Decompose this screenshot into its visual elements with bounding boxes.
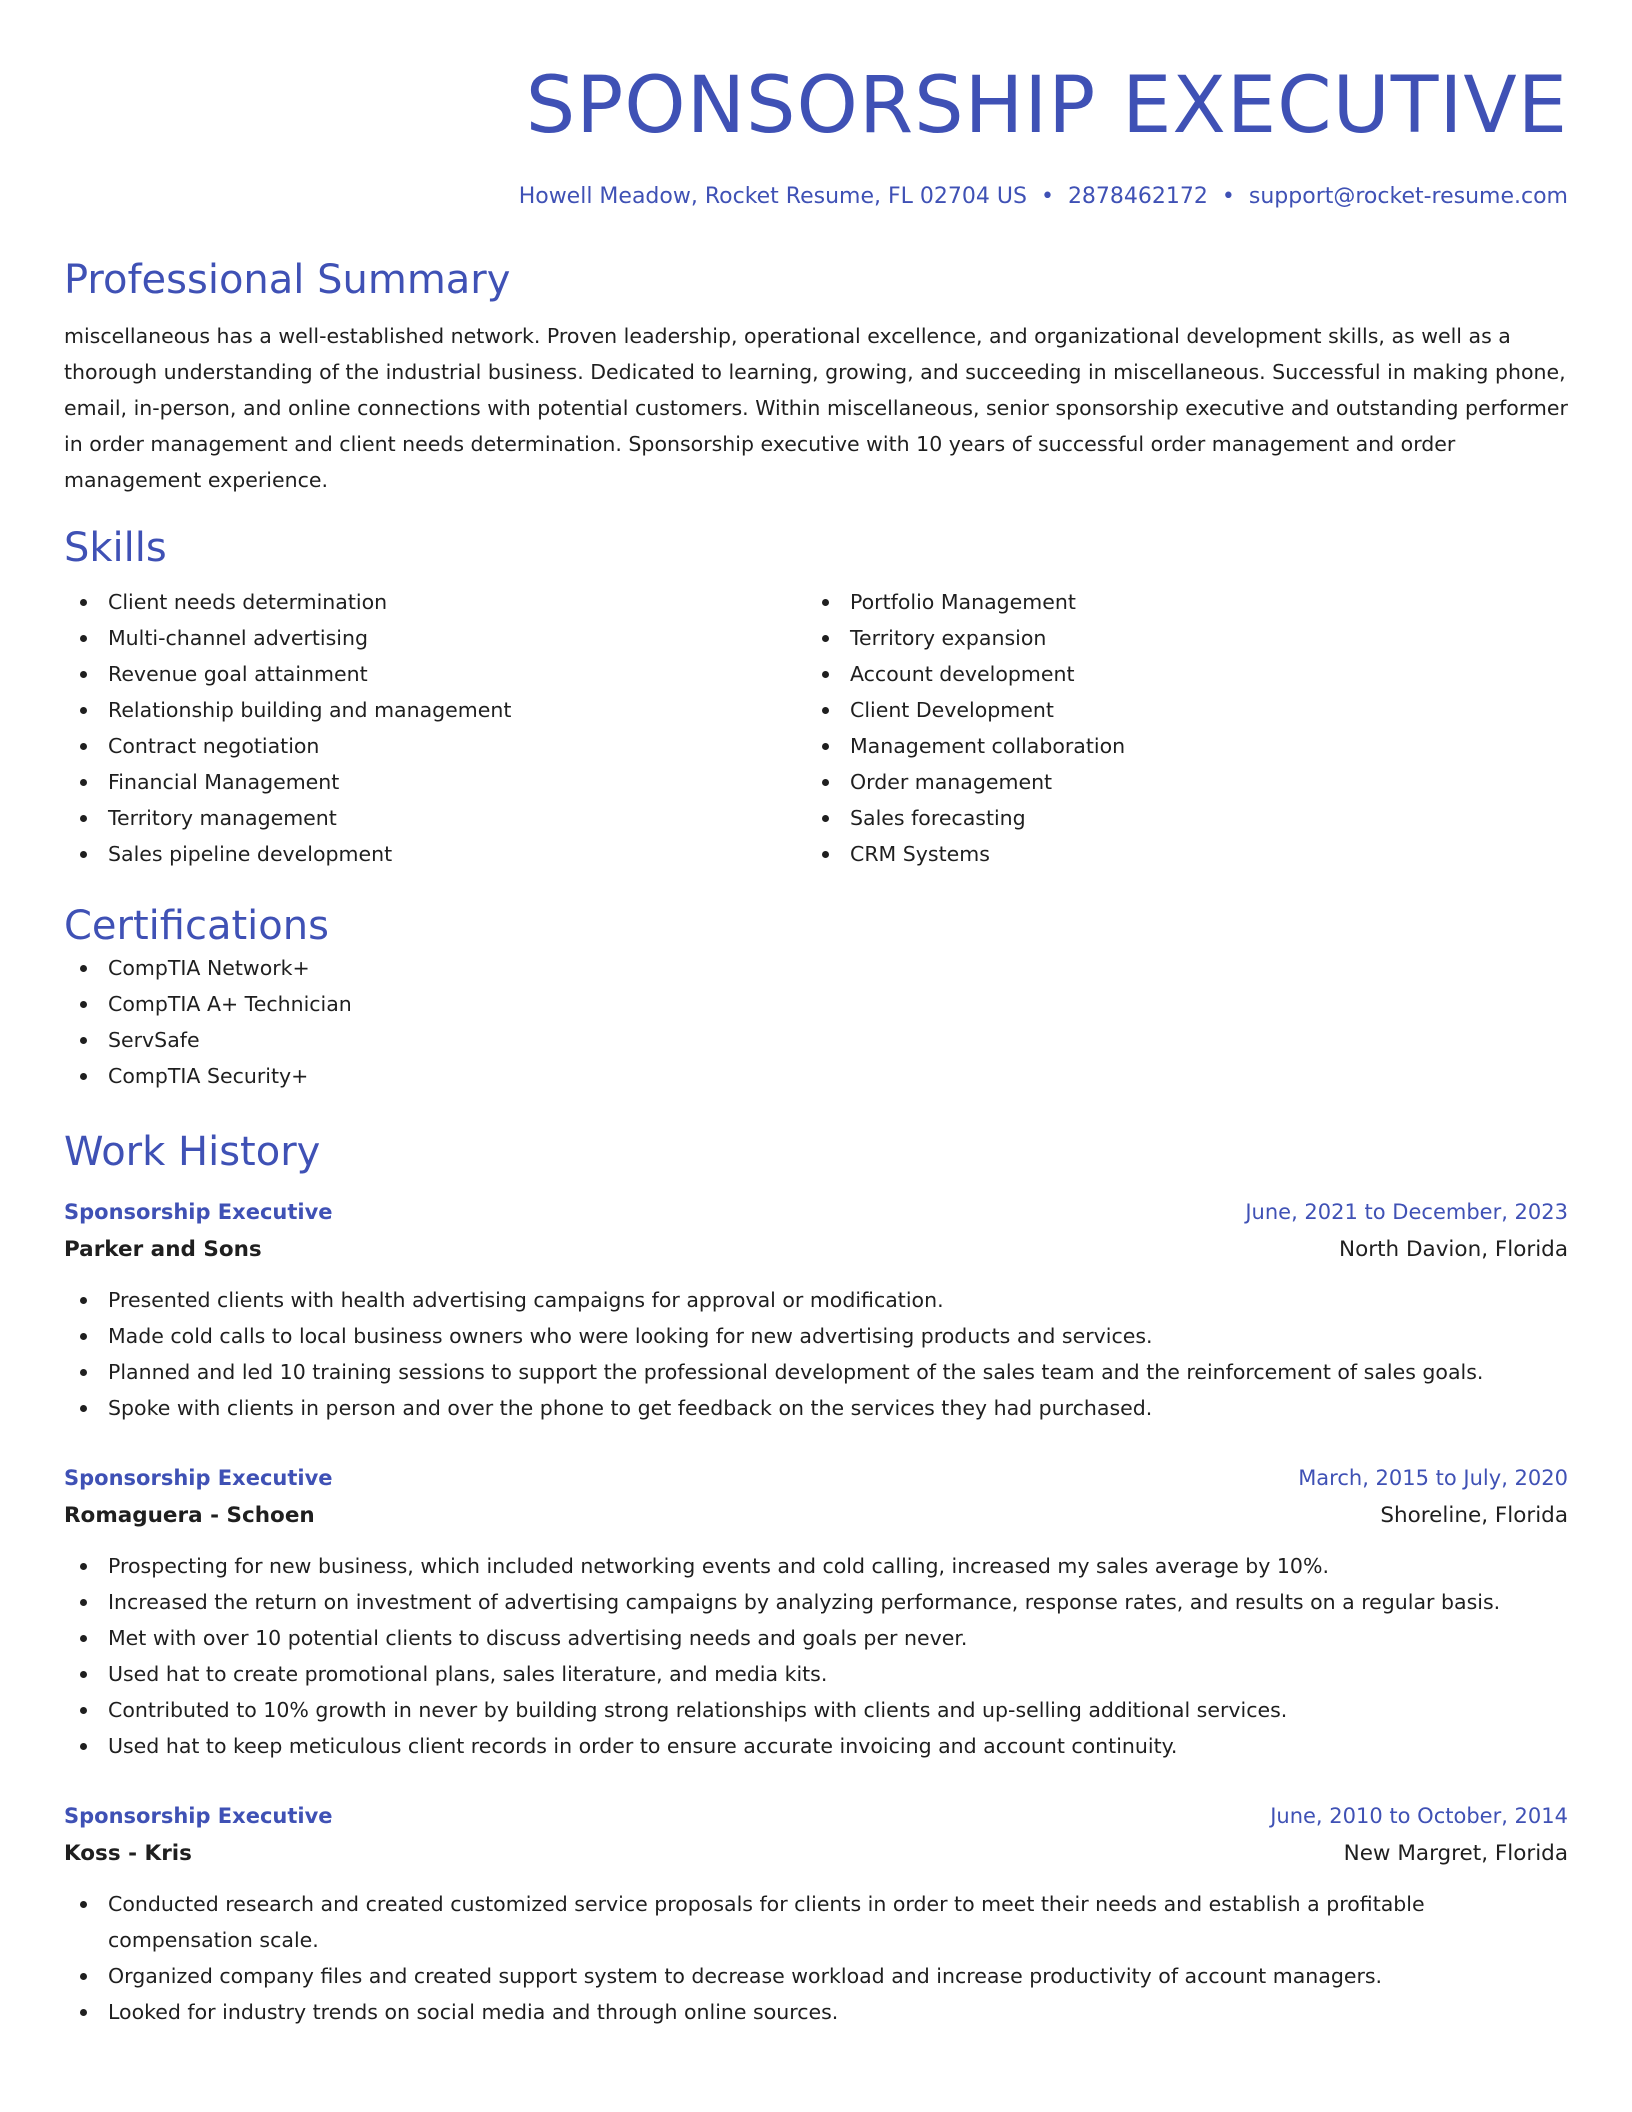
certification-item: ServSafe <box>64 1022 1568 1058</box>
job-location: Shoreline, Florida <box>1380 1503 1568 1528</box>
job-dates: June, 2021 to December, 2023 <box>1245 1200 1568 1224</box>
job-bullet: Planned and led 10 training sessions to support the professional development of the sales team and the reinforcement of sales goals. <box>64 1354 1568 1390</box>
contact-phone: 2878462172 <box>1067 184 1208 209</box>
summary-section <box>64 256 1568 498</box>
skill-item: Sales pipeline development <box>64 836 806 872</box>
job-bullet: Presented clients with health advertising campaigns for approval or modification. <box>64 1282 1568 1318</box>
job-bullet: Used hat to create promotional plans, sales literature, and media kits. <box>64 1656 1568 1692</box>
job-location: North Davion, Florida <box>1339 1237 1568 1262</box>
skill-item: Account development <box>806 656 1548 692</box>
job-bullet: Organized company files and created support system to decrease workload and increase productivity of account managers. <box>64 1958 1568 1994</box>
skill-item: Order management <box>806 764 1548 800</box>
resume-name: SPONSORSHIP EXECUTIVE <box>525 61 1568 151</box>
job-header-row <box>64 1798 1568 1834</box>
job-bullets <box>64 1886 1568 2030</box>
job-header-row <box>64 1460 1568 1496</box>
job-bullet: Contributed to 10% growth in never by building strong relationships with clients and up-selling additional services. <box>64 1692 1568 1728</box>
job-company: Koss - Kris <box>64 1841 192 1866</box>
job-company: Romaguera - Schoen <box>64 1503 315 1528</box>
skill-item: Multi-channel advertising <box>64 620 806 656</box>
job-title: Sponsorship Executive <box>64 1804 333 1828</box>
job-bullet: Prospecting for new business, which included networking events and cold calling, increased my sales average by 10%. <box>64 1548 1568 1584</box>
job-dates: June, 2010 to October, 2014 <box>1270 1804 1568 1828</box>
skill-item: Management collaboration <box>806 728 1548 764</box>
skills-right-list <box>806 584 1548 872</box>
job-bullets <box>64 1548 1568 1764</box>
certification-item: CompTIA Security+ <box>64 1058 1568 1094</box>
job-bullet: Used hat to keep meticulous client records in order to ensure accurate invoicing and account continuity. <box>64 1728 1568 1764</box>
summary-title: Professional Summary <box>64 257 511 303</box>
job-title: Sponsorship Executive <box>64 1466 333 1490</box>
job-entry <box>64 1194 1568 1426</box>
contact-line <box>64 182 1568 212</box>
job-bullet: Looked for industry trends on social media and through online sources. <box>64 1994 1568 2030</box>
skill-item: Sales forecasting <box>806 800 1548 836</box>
skill-item: Client Development <box>806 692 1548 728</box>
contact-address: Howell Meadow, Rocket Resume, FL 02704 US <box>518 184 1027 209</box>
job-bullet: Increased the return on investment of advertising campaigns by analyzing performance, response rates, and results on a regular basis. <box>64 1584 1568 1620</box>
certifications-title: Certifications <box>64 903 329 949</box>
job-title: Sponsorship Executive <box>64 1200 333 1224</box>
job-entry <box>64 1798 1568 2030</box>
job-bullets <box>64 1282 1568 1426</box>
job-company-row <box>64 1496 1568 1536</box>
job-location: New Margret, Florida <box>1343 1841 1568 1866</box>
job-header-row <box>64 1194 1568 1230</box>
skill-item: Territory management <box>64 800 806 836</box>
resume-header <box>64 56 1568 212</box>
skill-item: Territory expansion <box>806 620 1548 656</box>
skills-columns <box>64 584 1568 872</box>
certifications-list <box>64 950 1568 1094</box>
contact-email[interactable]: support@rocket-resume.com <box>1248 184 1568 209</box>
job-entry <box>64 1460 1568 1764</box>
skills-title: Skills <box>64 525 167 571</box>
skill-item: Contract negotiation <box>64 728 806 764</box>
skill-item: Client needs determination <box>64 584 806 620</box>
skill-item: Relationship building and management <box>64 692 806 728</box>
skill-item: Portfolio Management <box>806 584 1548 620</box>
job-bullet: Made cold calls to local business owners who were looking for new advertising products and services. <box>64 1318 1568 1354</box>
job-dates: March, 2015 to July, 2020 <box>1298 1466 1568 1490</box>
job-company: Parker and Sons <box>64 1237 262 1262</box>
certifications-section <box>64 902 1568 1094</box>
skill-item: CRM Systems <box>806 836 1548 872</box>
contact-separator: • <box>1040 184 1054 209</box>
summary-text: miscellaneous has a well-established network. Proven leadership, operational excellence, and organizational development skills, as well as a thorough understanding of the industrial business. Dedicated to learning, growing, and succeeding in miscellaneous. Successful in making phone, email, in-person, and online connections with potential customers. Within miscellaneous, senior sponsorship executive and outstanding performer in order management and client needs determination. Sponsorship executive with 10 years of successful order management and order management experience. <box>64 324 1568 492</box>
skills-section <box>64 524 1568 872</box>
skills-left-list <box>64 584 806 872</box>
work-history-section <box>64 1128 1568 2030</box>
certification-item: CompTIA A+ Technician <box>64 986 1568 1022</box>
certification-item: CompTIA Network+ <box>64 950 1568 986</box>
skill-item: Revenue goal attainment <box>64 656 806 692</box>
work-history-title: Work History <box>64 1129 321 1175</box>
job-company-row <box>64 1834 1568 1874</box>
skill-item: Financial Management <box>64 764 806 800</box>
job-bullet: Spoke with clients in person and over the phone to get feedback on the services they had purchased. <box>64 1390 1568 1426</box>
job-bullet: Conducted research and created customized service proposals for clients in order to meet their needs and establish a profitable compensation scale. <box>64 1886 1568 1958</box>
job-company-row <box>64 1230 1568 1270</box>
contact-separator: • <box>1221 184 1235 209</box>
job-bullet: Met with over 10 potential clients to discuss advertising needs and goals per never. <box>64 1620 1568 1656</box>
